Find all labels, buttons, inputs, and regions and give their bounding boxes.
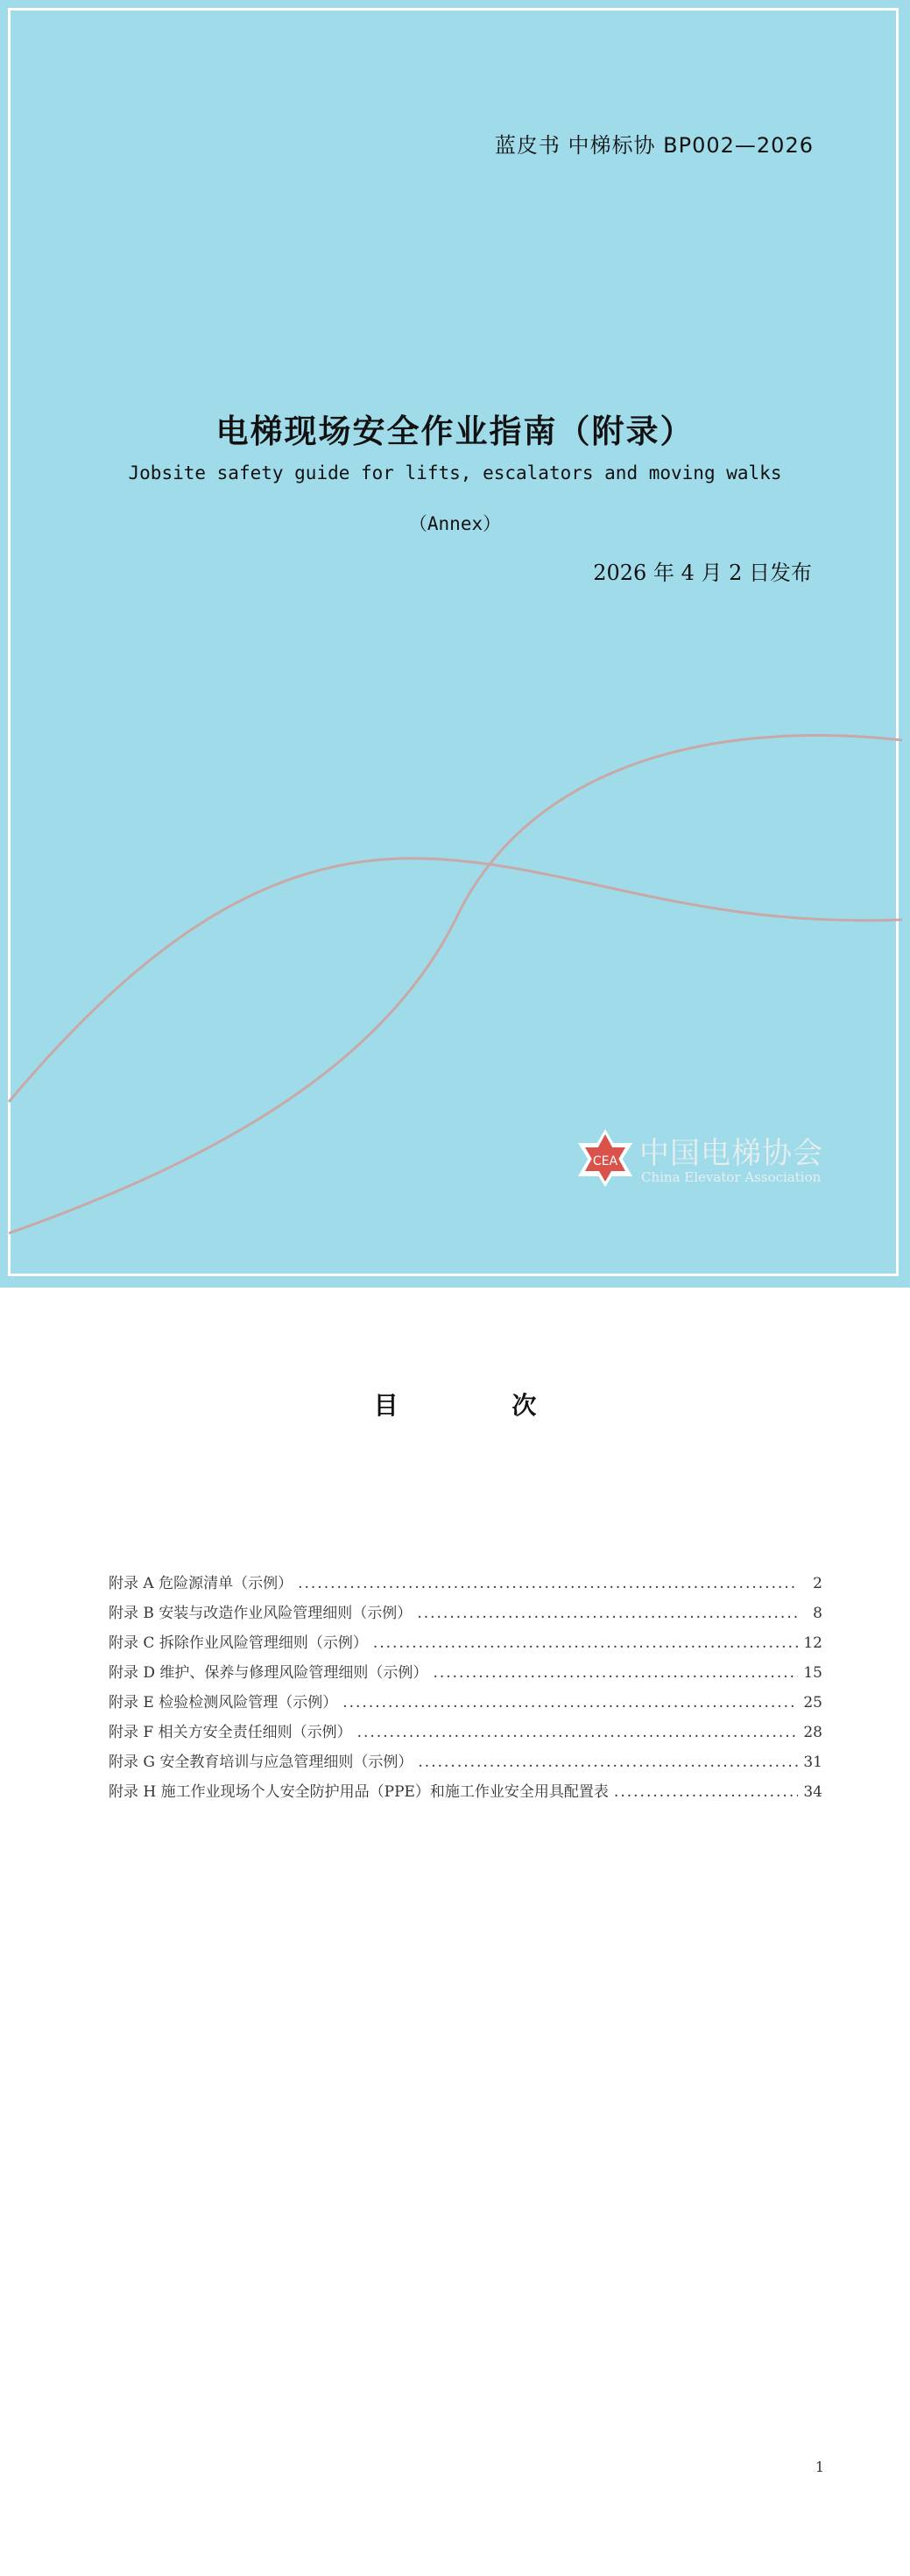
toc-leader-dots [418,1754,798,1771]
toc-entry-title: 附录 G 安全教育培训与应急管理细则（示例） [109,1754,413,1771]
toc-entry-page: 28 [803,1724,822,1741]
toc-leader-dots [417,1605,798,1622]
toc-entry-title: 附录 H 施工作业现场个人安全防护用品（PPE）和施工作业安全用具配置表 [109,1783,609,1801]
toc-entry[interactable] [109,1690,822,1719]
page-number: 1 [815,2459,824,2475]
association-logo [576,1126,839,1196]
table-of-contents [109,1570,822,1809]
emblem-mark-text: CEA [592,1154,618,1168]
toc-entry-title: 附录 F 相关方安全责任细则（示例） [109,1724,352,1741]
toc-entry[interactable] [109,1570,822,1600]
toc-entry-title: 附录 B 安装与改造作业风险管理细则（示例） [109,1605,413,1622]
toc-entry[interactable] [109,1600,822,1630]
toc-entry[interactable] [109,1660,822,1690]
toc-entry-title: 附录 E 检验检测风险管理（示例） [109,1694,338,1711]
toc-entry[interactable] [109,1719,822,1749]
toc-entry-title: 附录 C 拆除作业风险管理细则（示例） [109,1634,368,1652]
toc-entry-page: 2 [813,1575,822,1592]
toc-entry-title: 附录 A 危险源清单（示例） [109,1575,293,1592]
toc-entry[interactable] [109,1749,822,1779]
toc-entry[interactable] [109,1630,822,1660]
series-label: 蓝皮书 中梯标协 BP002—2026 [494,133,814,158]
toc-leader-dots [298,1575,798,1592]
association-emblem-icon [576,1126,634,1189]
curve-one [9,858,902,1102]
association-name-english: China Elevator Association [641,1169,822,1185]
toc-leader-dots [342,1694,798,1711]
toc-entry-page: 25 [803,1694,822,1711]
toc-leader-dots [357,1724,798,1741]
release-date: 2026 年 4 月 2 日发布 [593,561,812,585]
toc-entry-page: 34 [803,1783,822,1801]
association-name-chinese: 中国电梯协会 [639,1136,823,1171]
toc-entry-page: 31 [803,1754,822,1771]
cover-title-annex: （Annex） [408,513,502,534]
toc-leader-dots [433,1664,798,1682]
toc-entry-title: 附录 D 维护、保养与修理风险管理细则（示例） [109,1664,428,1682]
toc-entry-page: 8 [813,1605,822,1622]
cover-title-english: Jobsite safety guide for lifts, escalators and moving walks [128,462,782,483]
toc-entry-page: 15 [803,1664,822,1682]
toc-entry[interactable] [109,1779,822,1809]
toc-entry-page: 12 [803,1634,822,1652]
toc-leader-dots [614,1783,798,1801]
toc-heading: 目 次 [373,1391,589,1420]
cover-title-chinese: 电梯现场安全作业指南（附录） [215,413,695,450]
toc-leader-dots [373,1634,798,1652]
